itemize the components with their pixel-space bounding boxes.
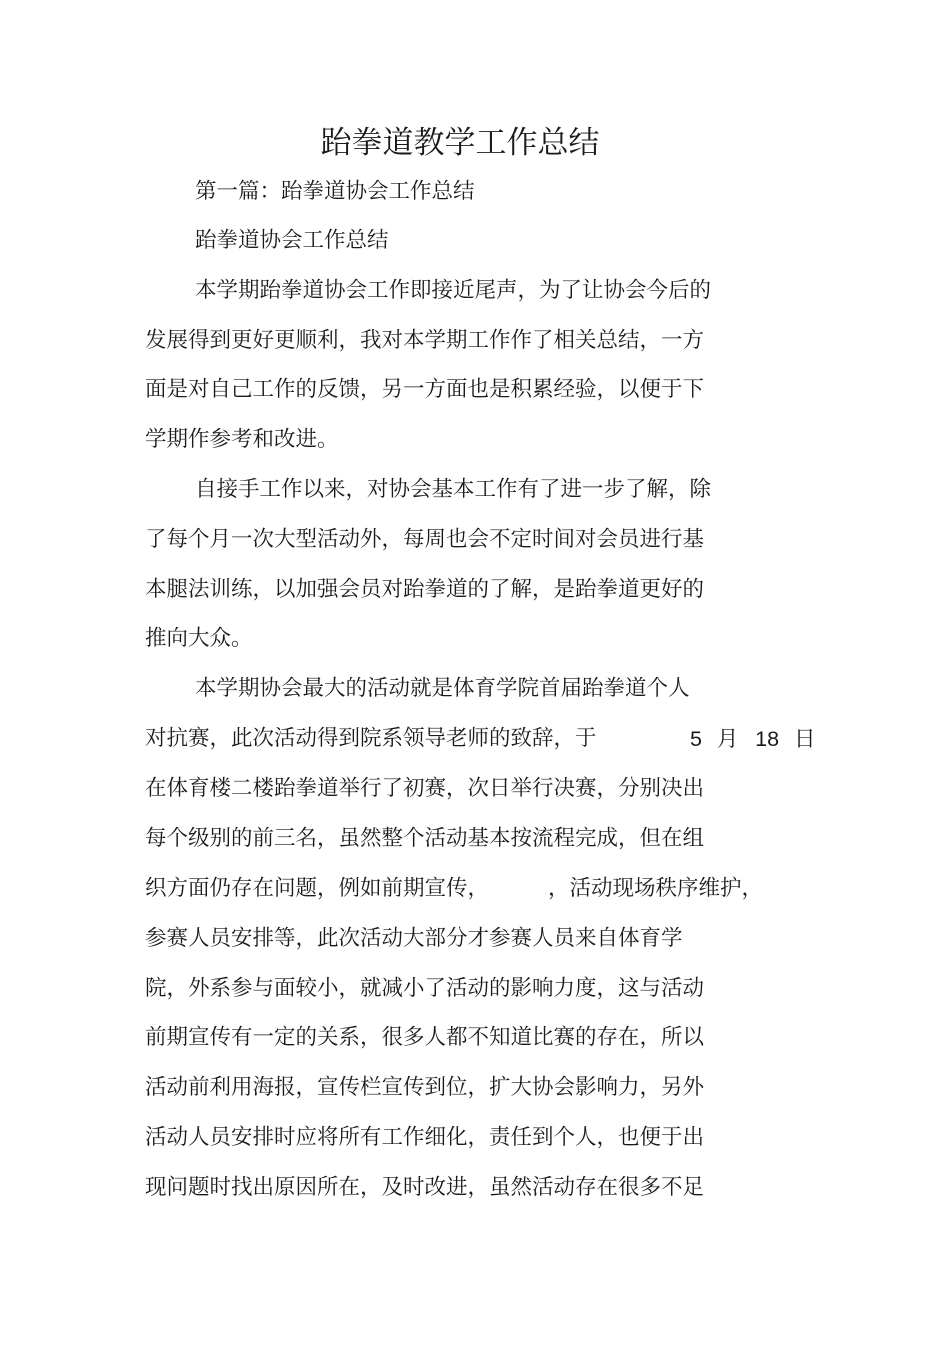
date-month-unit: 月: [716, 727, 739, 752]
paragraph-line-split-left: 织方面仍存在问题，例如前期宣传，: [145, 876, 490, 901]
date-month-number: 5: [690, 727, 702, 751]
paragraph-line: 本学期跆拳道协会工作即接近尾声，为了让协会今后的: [195, 278, 712, 303]
paragraph-line: 活动人员安排时应将所有工作细化，责任到个人，也便于出: [145, 1125, 705, 1150]
paragraph-text: 对抗赛，此次活动得到院系领导老师的致辞，于: [145, 726, 597, 751]
paragraph-line: 发展得到更好更顺利，我对本学期工作作了相关总结，一方: [145, 328, 705, 353]
document-subtitle: 第一篇：跆拳道协会工作总结: [195, 179, 475, 204]
paragraph-line: 参赛人员安排等，此次活动大部分才参赛人员来自体育学: [145, 926, 683, 951]
date-day-number: 18: [755, 727, 780, 751]
paragraph-line: 院，外系参与面较小，就减小了活动的影响力度，这与活动: [145, 976, 705, 1001]
paragraph-line: 学期作参考和改进。: [145, 427, 339, 452]
paragraph-line-split-right: ，活动现场秩序维护，: [548, 876, 764, 901]
paragraph-line: 每个级别的前三名，虽然整个活动基本按流程完成，但在组: [145, 826, 705, 851]
date-day-unit: 日: [793, 727, 816, 752]
paragraph-line: 自接手工作以来，对协会基本工作有了进一步了解，除: [195, 477, 712, 502]
paragraph-line: 现问题时找出原因所在，及时改进，虽然活动存在很多不足: [145, 1175, 705, 1200]
event-date: [690, 723, 815, 756]
paragraph-line: 了每个月一次大型活动外，每周也会不定时间对会员进行基: [145, 527, 705, 552]
paragraph-line-with-date: [145, 723, 597, 755]
paragraph-line: 面是对自己工作的反馈，另一方面也是积累经验，以便于下: [145, 377, 705, 402]
paragraph-line: 本学期协会最大的活动就是体育学院首届跆拳道个人: [195, 676, 690, 701]
paragraph-line: 前期宣传有一定的关系，很多人都不知道比赛的存在，所以: [145, 1025, 705, 1050]
paragraph-line: 在体育楼二楼跆拳道举行了初赛，次日举行决赛，分别决出: [145, 776, 705, 801]
paragraph-line: 活动前利用海报，宣传栏宣传到位，扩大协会影响力，另外: [145, 1075, 705, 1100]
paragraph-line: 推向大众。: [145, 626, 253, 651]
paragraph-line: 本腿法训练，以加强会员对跆拳道的了解，是跆拳道更好的: [145, 577, 705, 602]
document-title: 跆拳道教学工作总结: [320, 125, 600, 161]
section-heading: 跆拳道协会工作总结: [195, 228, 389, 253]
